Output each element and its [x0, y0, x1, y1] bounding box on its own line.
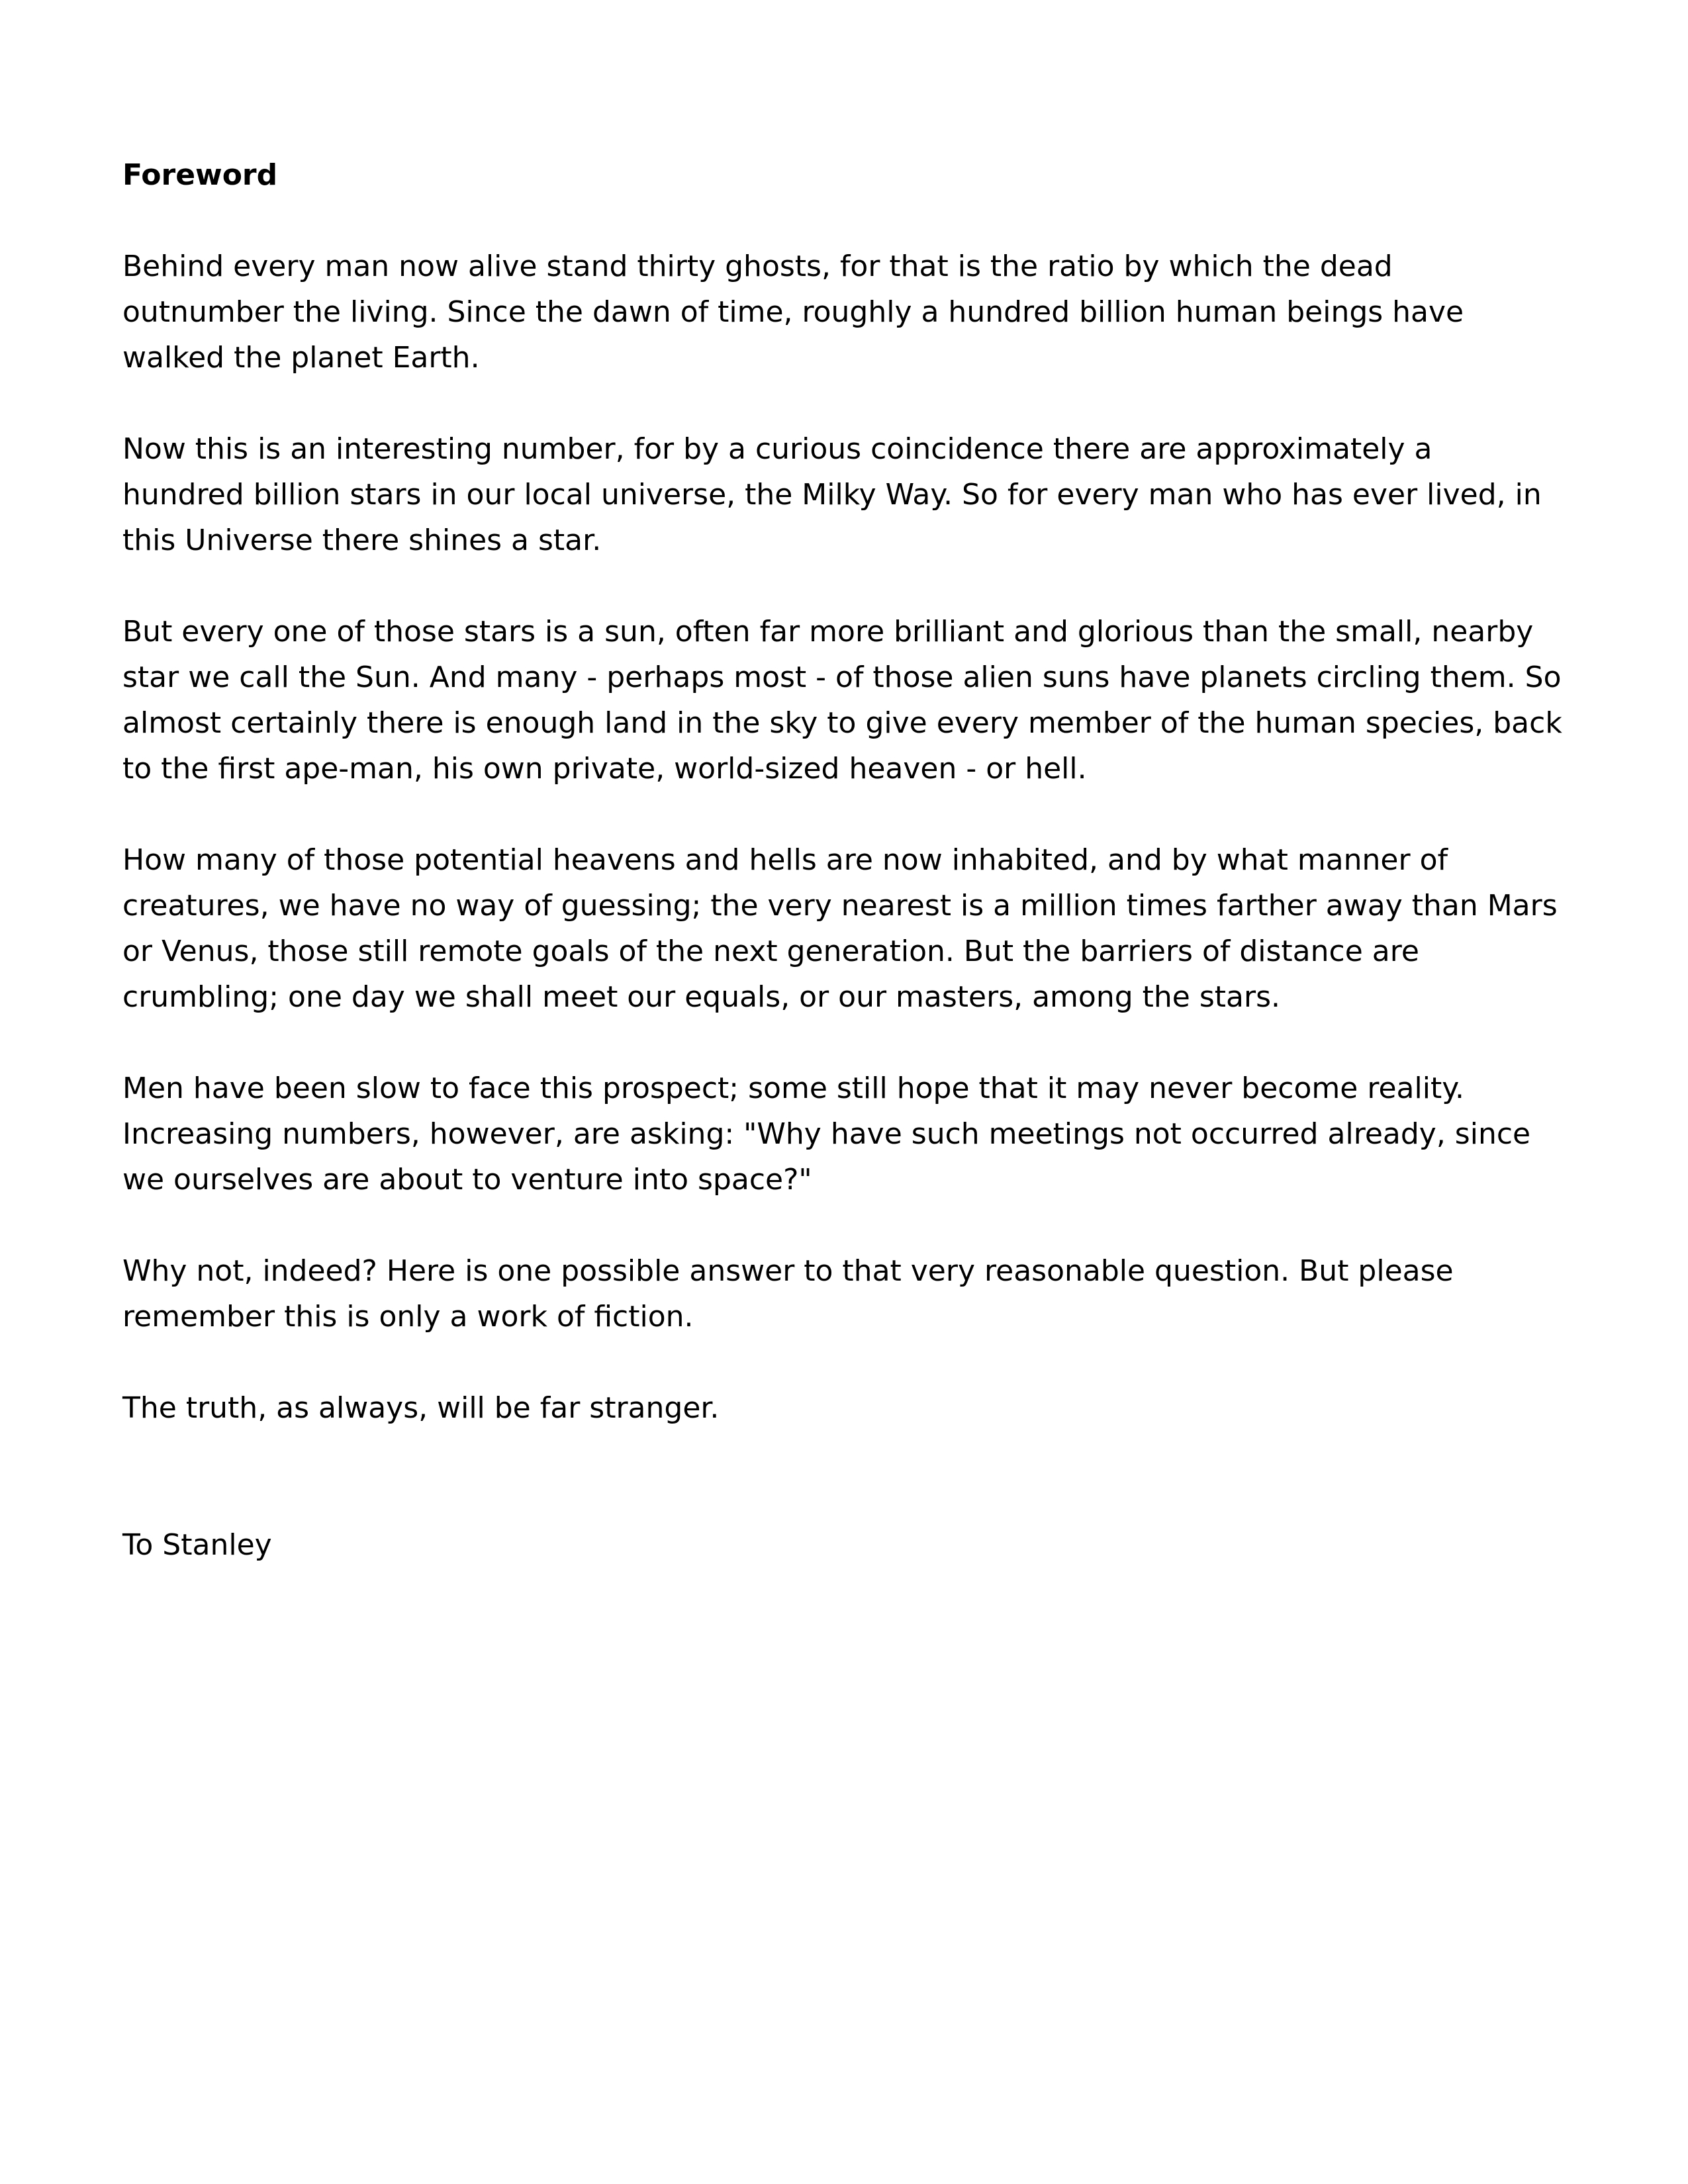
paragraph-6: Why not, indeed? Here is one possible answer to that very reasonable question. But please remember this is only a work of fiction. [122, 1254, 1454, 1334]
paragraph-5: Men have been slow to face this prospect; some still hope that it may never become reality. Increasing numbers, however, are asking: "Why have such meetings not occurred already, since we ourselves are about to venture into space?" [122, 1071, 1531, 1197]
paragraph-3: But every one of those stars is a sun, often far more brilliant and glorious than the small, nearby star we call the Sun. And many - perhaps most - of those alien suns have planets circling them. So almost certainly there is enough land in the sky to give every member of the human species, back to the first ape-man, his own private, world-sized heaven - or hell. [122, 615, 1562, 786]
paragraph-2: Now this is an interesting number, for by a curious coincidence there are approximately a hundred billion stars in our local universe, the Milky Way. So for every man who has ever lived, in this Universe there shines a star. [122, 432, 1542, 557]
dedication: To Stanley [122, 1528, 272, 1562]
paragraph-1: Behind every man now alive stand thirty ghosts, for that is the ratio by which the dead outnumber the living. Since the dawn of time, roughly a hundred billion human beings have walked the planet Earth. [122, 250, 1464, 375]
document-body [122, 152, 1562, 1614]
foreword-heading: Foreword [122, 158, 278, 192]
paragraph-7: The truth, as always, will be far stranger. [122, 1391, 720, 1425]
paragraph-4: How many of those potential heavens and hells are now inhabited, and by what manner of creatures, we have no way of guessing; the very nearest is a million times farther away than Mars or Venus, those still remote goals of the next generation. But the barriers of distance are crumbling; one day we shall meet our equals, or our masters, among the stars. [122, 843, 1558, 1014]
